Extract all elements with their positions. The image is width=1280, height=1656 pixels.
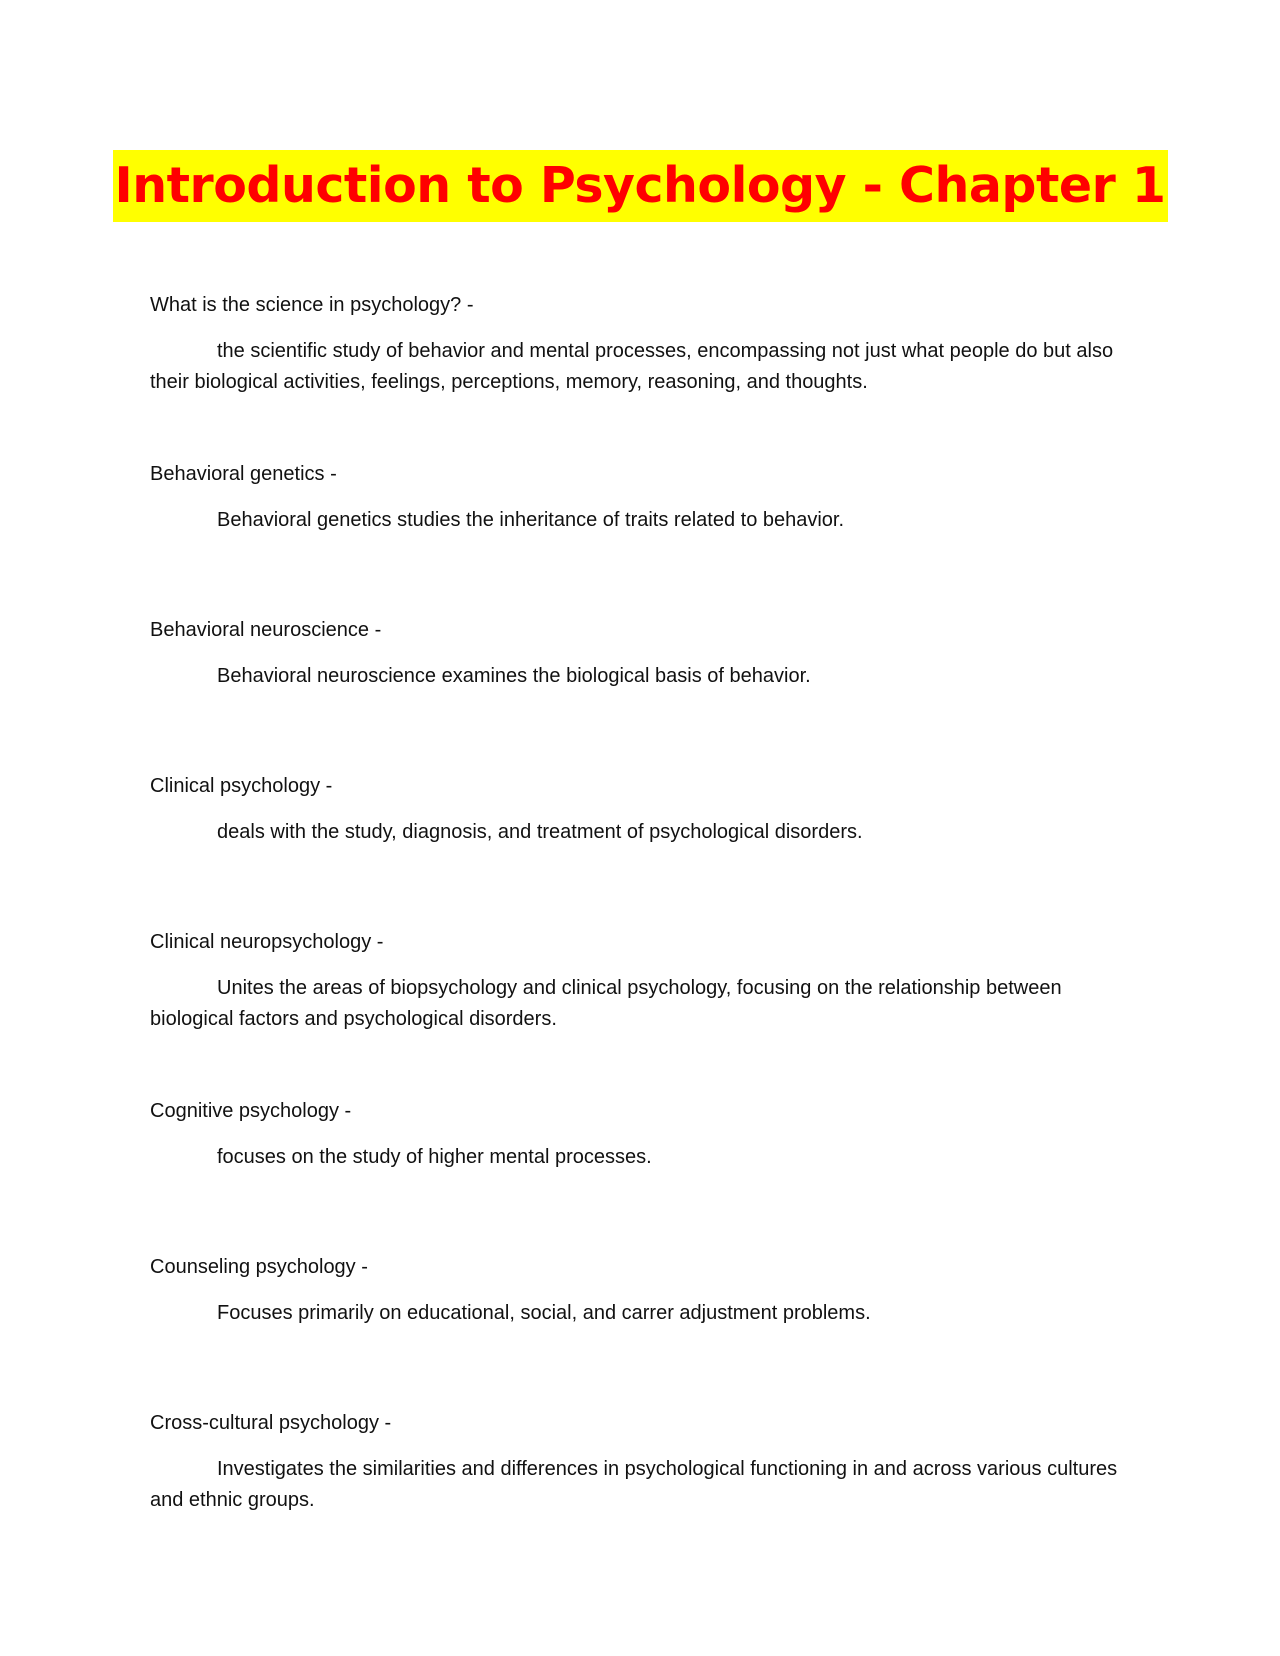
entry-definition: Focuses primarily on educational, social, and carrer adjustment problems. bbox=[217, 1302, 871, 1324]
glossary-entry bbox=[150, 615, 1140, 692]
entry-definition: deals with the study, diagnosis, and treatment of psychological disorders. bbox=[217, 821, 863, 843]
entry-term: Behavioral genetics - bbox=[150, 463, 337, 485]
entry-term: Counseling psychology - bbox=[150, 1256, 368, 1278]
entry-definition: Behavioral neuroscience examines the biological basis of behavior. bbox=[217, 665, 811, 687]
glossary-entry bbox=[150, 927, 1140, 1035]
glossary-entry bbox=[150, 1252, 1140, 1329]
entry-term: Cross-cultural psychology - bbox=[150, 1412, 392, 1434]
glossary-list bbox=[150, 290, 1140, 1516]
entry-definition: focuses on the study of higher mental processes. bbox=[217, 1146, 652, 1168]
entry-term: Behavioral neuroscience - bbox=[150, 619, 382, 641]
glossary-entry bbox=[150, 771, 1140, 848]
entry-term: Cognitive psychology - bbox=[150, 1100, 352, 1122]
entry-definition: Behavioral genetics studies the inheritance of traits related to behavior. bbox=[217, 509, 845, 531]
glossary-entry bbox=[150, 459, 1140, 536]
document-title: Introduction to Psychology - Chapter 1 bbox=[113, 150, 1168, 222]
entry-term: What is the science in psychology? - bbox=[150, 294, 474, 316]
entry-term: Clinical psychology - bbox=[150, 775, 333, 797]
entry-definition: the scientific study of behavior and mental processes, encompassing not just what people do but also their biological activities, feelings, perceptions, memory, reasoning, and thoughts. bbox=[150, 340, 1114, 393]
glossary-entry bbox=[150, 290, 1140, 398]
entry-term: Clinical neuropsychology - bbox=[150, 931, 384, 953]
title-container bbox=[0, 150, 1280, 222]
glossary-entry bbox=[150, 1096, 1140, 1173]
glossary-entry bbox=[150, 1408, 1140, 1516]
entry-definition: Investigates the similarities and differences in psychological functioning in and across various cultures and ethnic groups. bbox=[150, 1458, 1118, 1511]
entry-definition: Unites the areas of biopsychology and clinical psychology, focusing on the relationship between biological factors and psychological disorders. bbox=[150, 977, 1062, 1030]
